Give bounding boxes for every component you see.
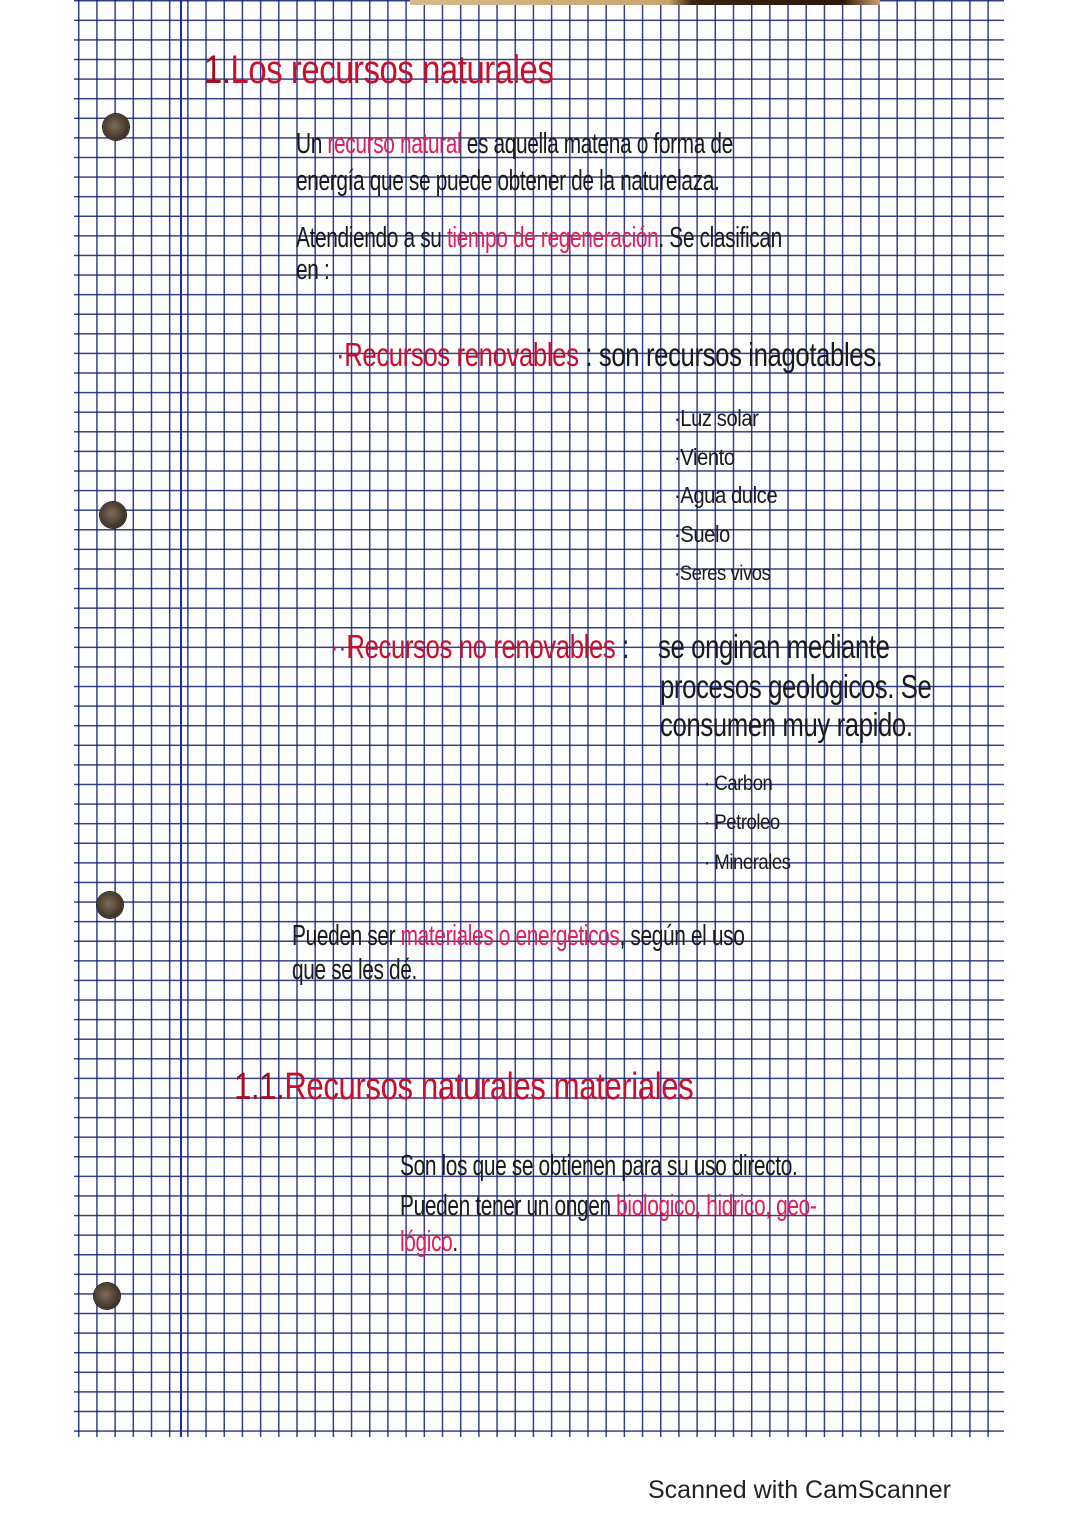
separator: : [615, 628, 629, 665]
section-1-heading [204, 48, 553, 93]
usage-line-2: que se les dé. [292, 954, 417, 986]
margin-line [180, 0, 182, 1437]
term-geologico: lógico [400, 1226, 453, 1258]
notebook-page [74, 0, 1004, 1437]
section-1-1-title: Recursos naturales materiales [284, 1066, 694, 1108]
binder-hole-icon [97, 892, 123, 918]
text: . [452, 1226, 458, 1258]
binder-hole-icon [100, 502, 126, 528]
section-1-1-number: 1.1. [234, 1066, 285, 1108]
binder-hole-icon [103, 114, 129, 140]
materials-line-1: Son los que se obtienen para su uso directo. [400, 1150, 798, 1182]
bullet-icon: ·· [330, 628, 347, 665]
renewable-example: ·Viento [674, 444, 735, 470]
non-renewable-description-2: procesos geologicos. Se [660, 668, 932, 705]
term-origins: biologico, hidrico, geo- [616, 1190, 817, 1222]
bullet-icon: · [336, 336, 345, 373]
text: Pueden ser [292, 920, 401, 952]
definition-line-1 [296, 128, 733, 161]
term-recurso-natural: recurso natural [327, 128, 462, 160]
text: . Se clasifican [658, 222, 782, 254]
renewable-example: ·Luz solar [674, 405, 759, 431]
usage-line-1 [292, 920, 744, 953]
text: es aquella matena o forma de [461, 128, 733, 160]
renewable-description: son recursos inagotables. [598, 336, 883, 373]
separator: : [578, 336, 599, 373]
renewable-example: ·Agua dulce [674, 482, 778, 508]
classification-line-1 [296, 222, 782, 255]
binder-hole-icon [94, 1283, 120, 1309]
camscanner-watermark: Scanned with CamScanner [648, 1476, 951, 1504]
text: Un [296, 128, 328, 160]
non-renewable-example: · Petroleo [704, 811, 780, 834]
non-renewable-description-1: se onginan mediante [658, 628, 890, 665]
renewable-example: ·Suelo [674, 521, 730, 547]
section-1-1-heading [234, 1066, 693, 1109]
renewable-heading [336, 336, 882, 374]
non-renewable-heading [330, 628, 629, 666]
classification-line-2: en : [296, 254, 330, 286]
non-renewable-description-3: consumen muy rapido. [660, 706, 913, 743]
definition-line-2: energía que se puede obtener de la naturelaza. [296, 165, 720, 197]
materials-line-3 [400, 1226, 458, 1259]
section-1-number: 1. [204, 48, 231, 92]
text: Pueden tener un ongen [400, 1190, 617, 1222]
renewable-label: Recursos renovables [344, 336, 579, 373]
term-tiempo-regeneracion: tiempo de regeneración [446, 222, 659, 254]
section-1-title: Los recursos naturales [230, 48, 554, 92]
page-top-edge [410, 0, 880, 5]
non-renewable-example: · Minerales [704, 851, 791, 874]
non-renewable-label: Recursos no renovables [346, 628, 616, 665]
text: , según el uso [619, 920, 745, 952]
text: Atendiendo a su [296, 222, 447, 254]
renewable-example: ·Seres vivos [674, 562, 771, 585]
non-renewable-example: · Carbon [704, 772, 773, 795]
term-materiales-energeticos: materiales o energeticos [400, 920, 620, 952]
materials-line-2 [400, 1190, 816, 1223]
